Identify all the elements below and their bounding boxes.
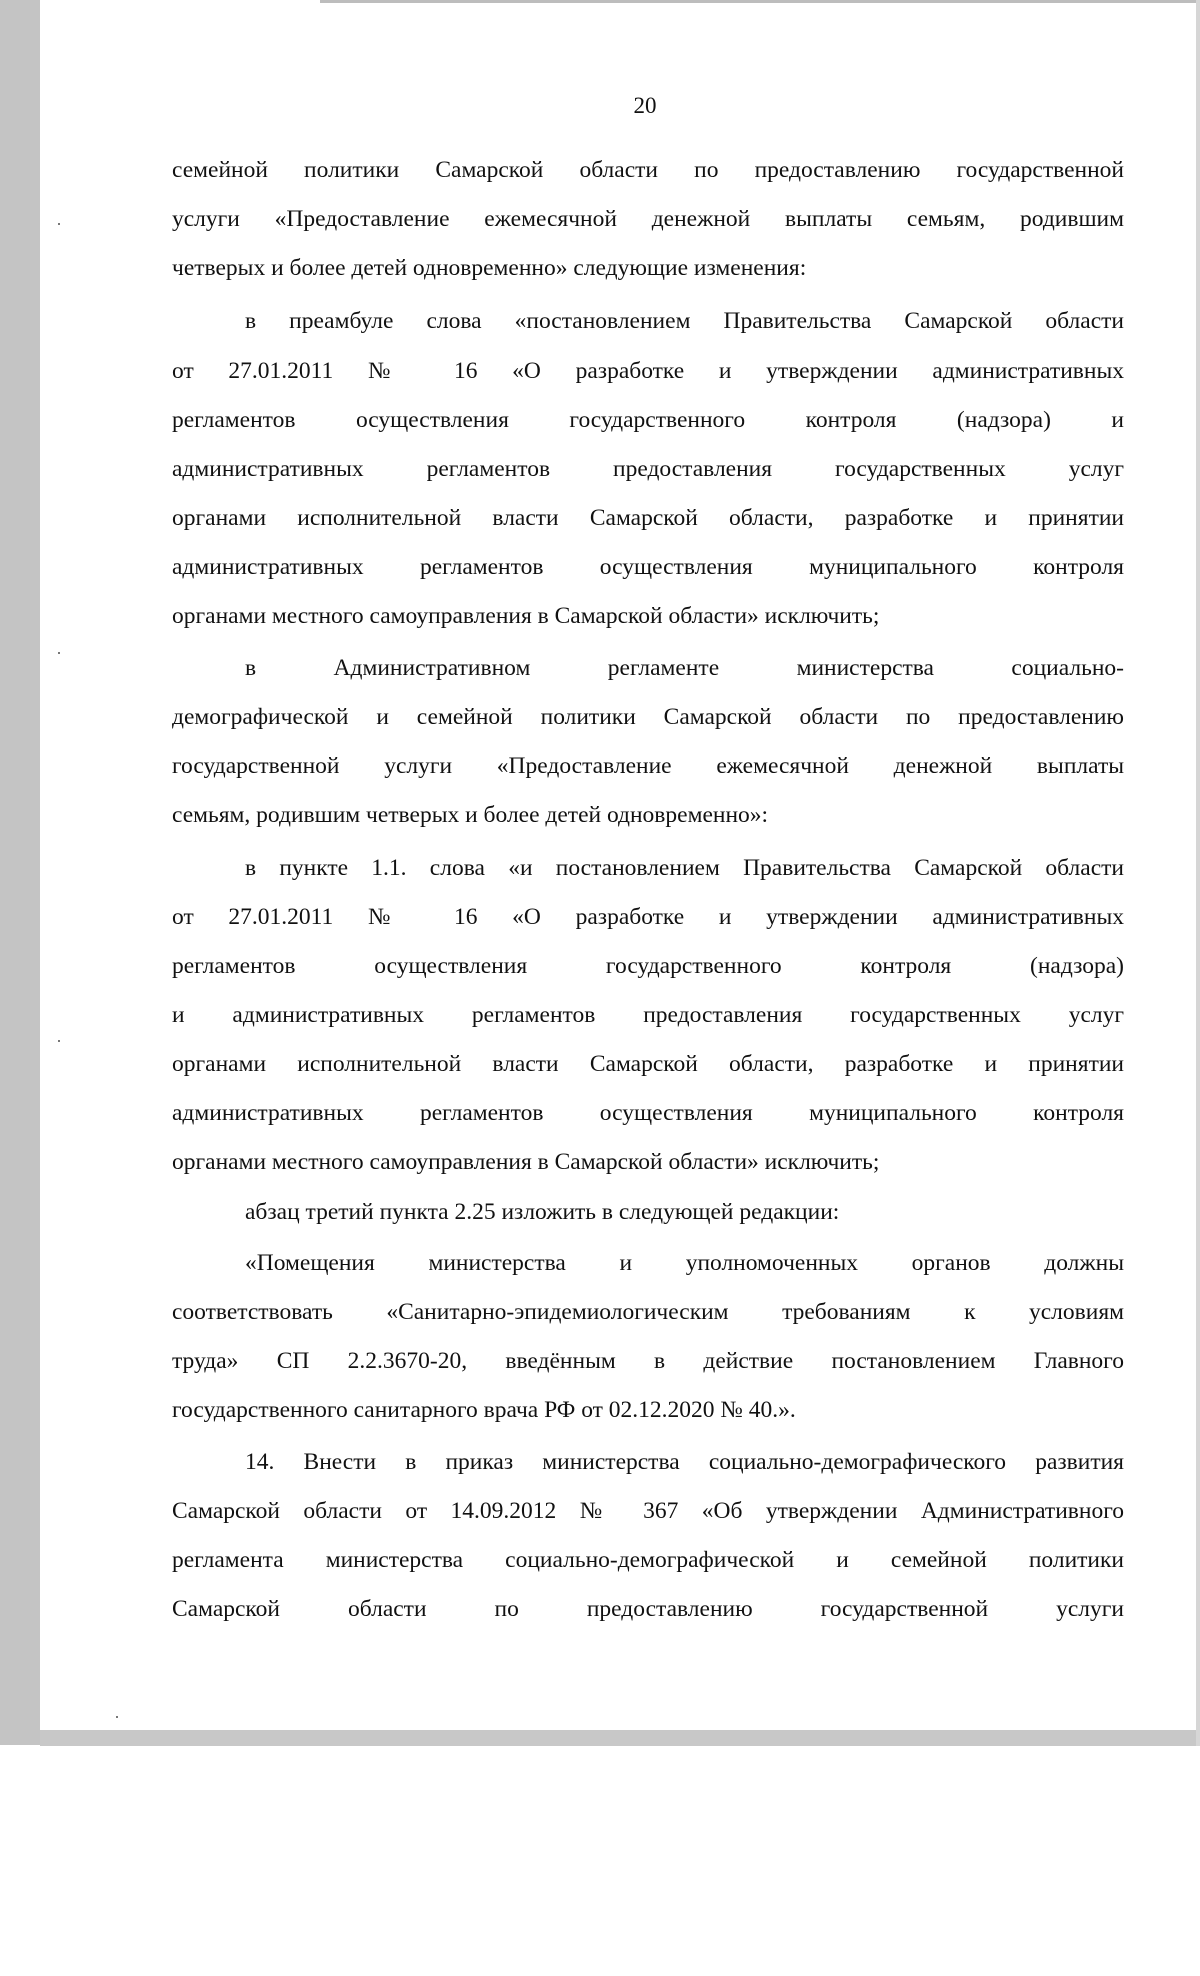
text-line: услуги «Предоставление ежемесячной денежной выплаты семьям, родившим: [172, 206, 1124, 232]
paragraph-start-line: 14. Внести в приказ министерства социально-демографического развития: [245, 1449, 1124, 1475]
text-line: от 27.01.2011 № 16 «О разработке и утверждении административных: [172, 904, 1124, 930]
text-line: и административных регламентов предоставления государственных услуг: [172, 1002, 1124, 1028]
text-line: от 27.01.2011 № 16 «О разработке и утверждении административных: [172, 358, 1124, 384]
text-line: административных регламентов осуществления муниципального контроля: [172, 554, 1124, 580]
paragraph-start-line: в Административном регламенте министерства социально-: [245, 655, 1124, 681]
text-line: административных регламентов предоставления государственных услуг: [172, 456, 1124, 482]
paragraph-start-line: «Помещения министерства и уполномоченных органов должны: [245, 1250, 1124, 1276]
text-line: Самарской области по предоставлению государственной услуги: [172, 1596, 1124, 1622]
text-line: органами местного самоуправления в Самарской области» исключить;: [172, 1149, 880, 1175]
text-line: семьям, родившим четверых и более детей одновременно»:: [172, 802, 769, 828]
text-line: государственного санитарного врача РФ от 02.12.2020 № 40.».: [172, 1397, 796, 1423]
text-line: органами исполнительной власти Самарской области, разработке и принятии: [172, 1051, 1124, 1077]
paragraph-start-line: в преамбуле слова «постановлением Правительства Самарской области: [245, 308, 1124, 334]
text-line: демографической и семейной политики Самарской области по предоставлению: [172, 704, 1124, 730]
page-number: 20: [633, 93, 657, 118]
text-line: Самарской области от 14.09.2012 № 367 «Об утверждении Административного: [172, 1498, 1124, 1524]
text-line: органами местного самоуправления в Самарской области» исключить;: [172, 603, 880, 629]
paragraph-start-line: абзац третий пункта 2.25 изложить в следующей редакции:: [245, 1199, 840, 1225]
text-line: административных регламентов осуществления муниципального контроля: [172, 1100, 1124, 1126]
text-line: государственной услуги «Предоставление ежемесячной денежной выплаты: [172, 753, 1124, 779]
text-line: семейной политики Самарской области по предоставлению государственной: [172, 157, 1124, 183]
text-line: органами исполнительной власти Самарской области, разработке и принятии: [172, 505, 1124, 531]
text-line: соответствовать «Санитарно-эпидемиологическим требованиям к условиям: [172, 1299, 1124, 1325]
text-line: регламентов осуществления государственного контроля (надзора): [172, 953, 1124, 979]
text-line: регламента министерства социально-демографической и семейной политики: [172, 1547, 1124, 1573]
text-line: регламентов осуществления государственного контроля (надзора) и: [172, 407, 1124, 433]
paragraph-start-line: в пункте 1.1. слова «и постановлением Правительства Самарской области: [245, 855, 1124, 881]
text-line: четверых и более детей одновременно» следующие изменения:: [172, 255, 807, 281]
text-line: труда» СП 2.2.3670-20, введённым в действие постановлением Главного: [172, 1348, 1124, 1374]
